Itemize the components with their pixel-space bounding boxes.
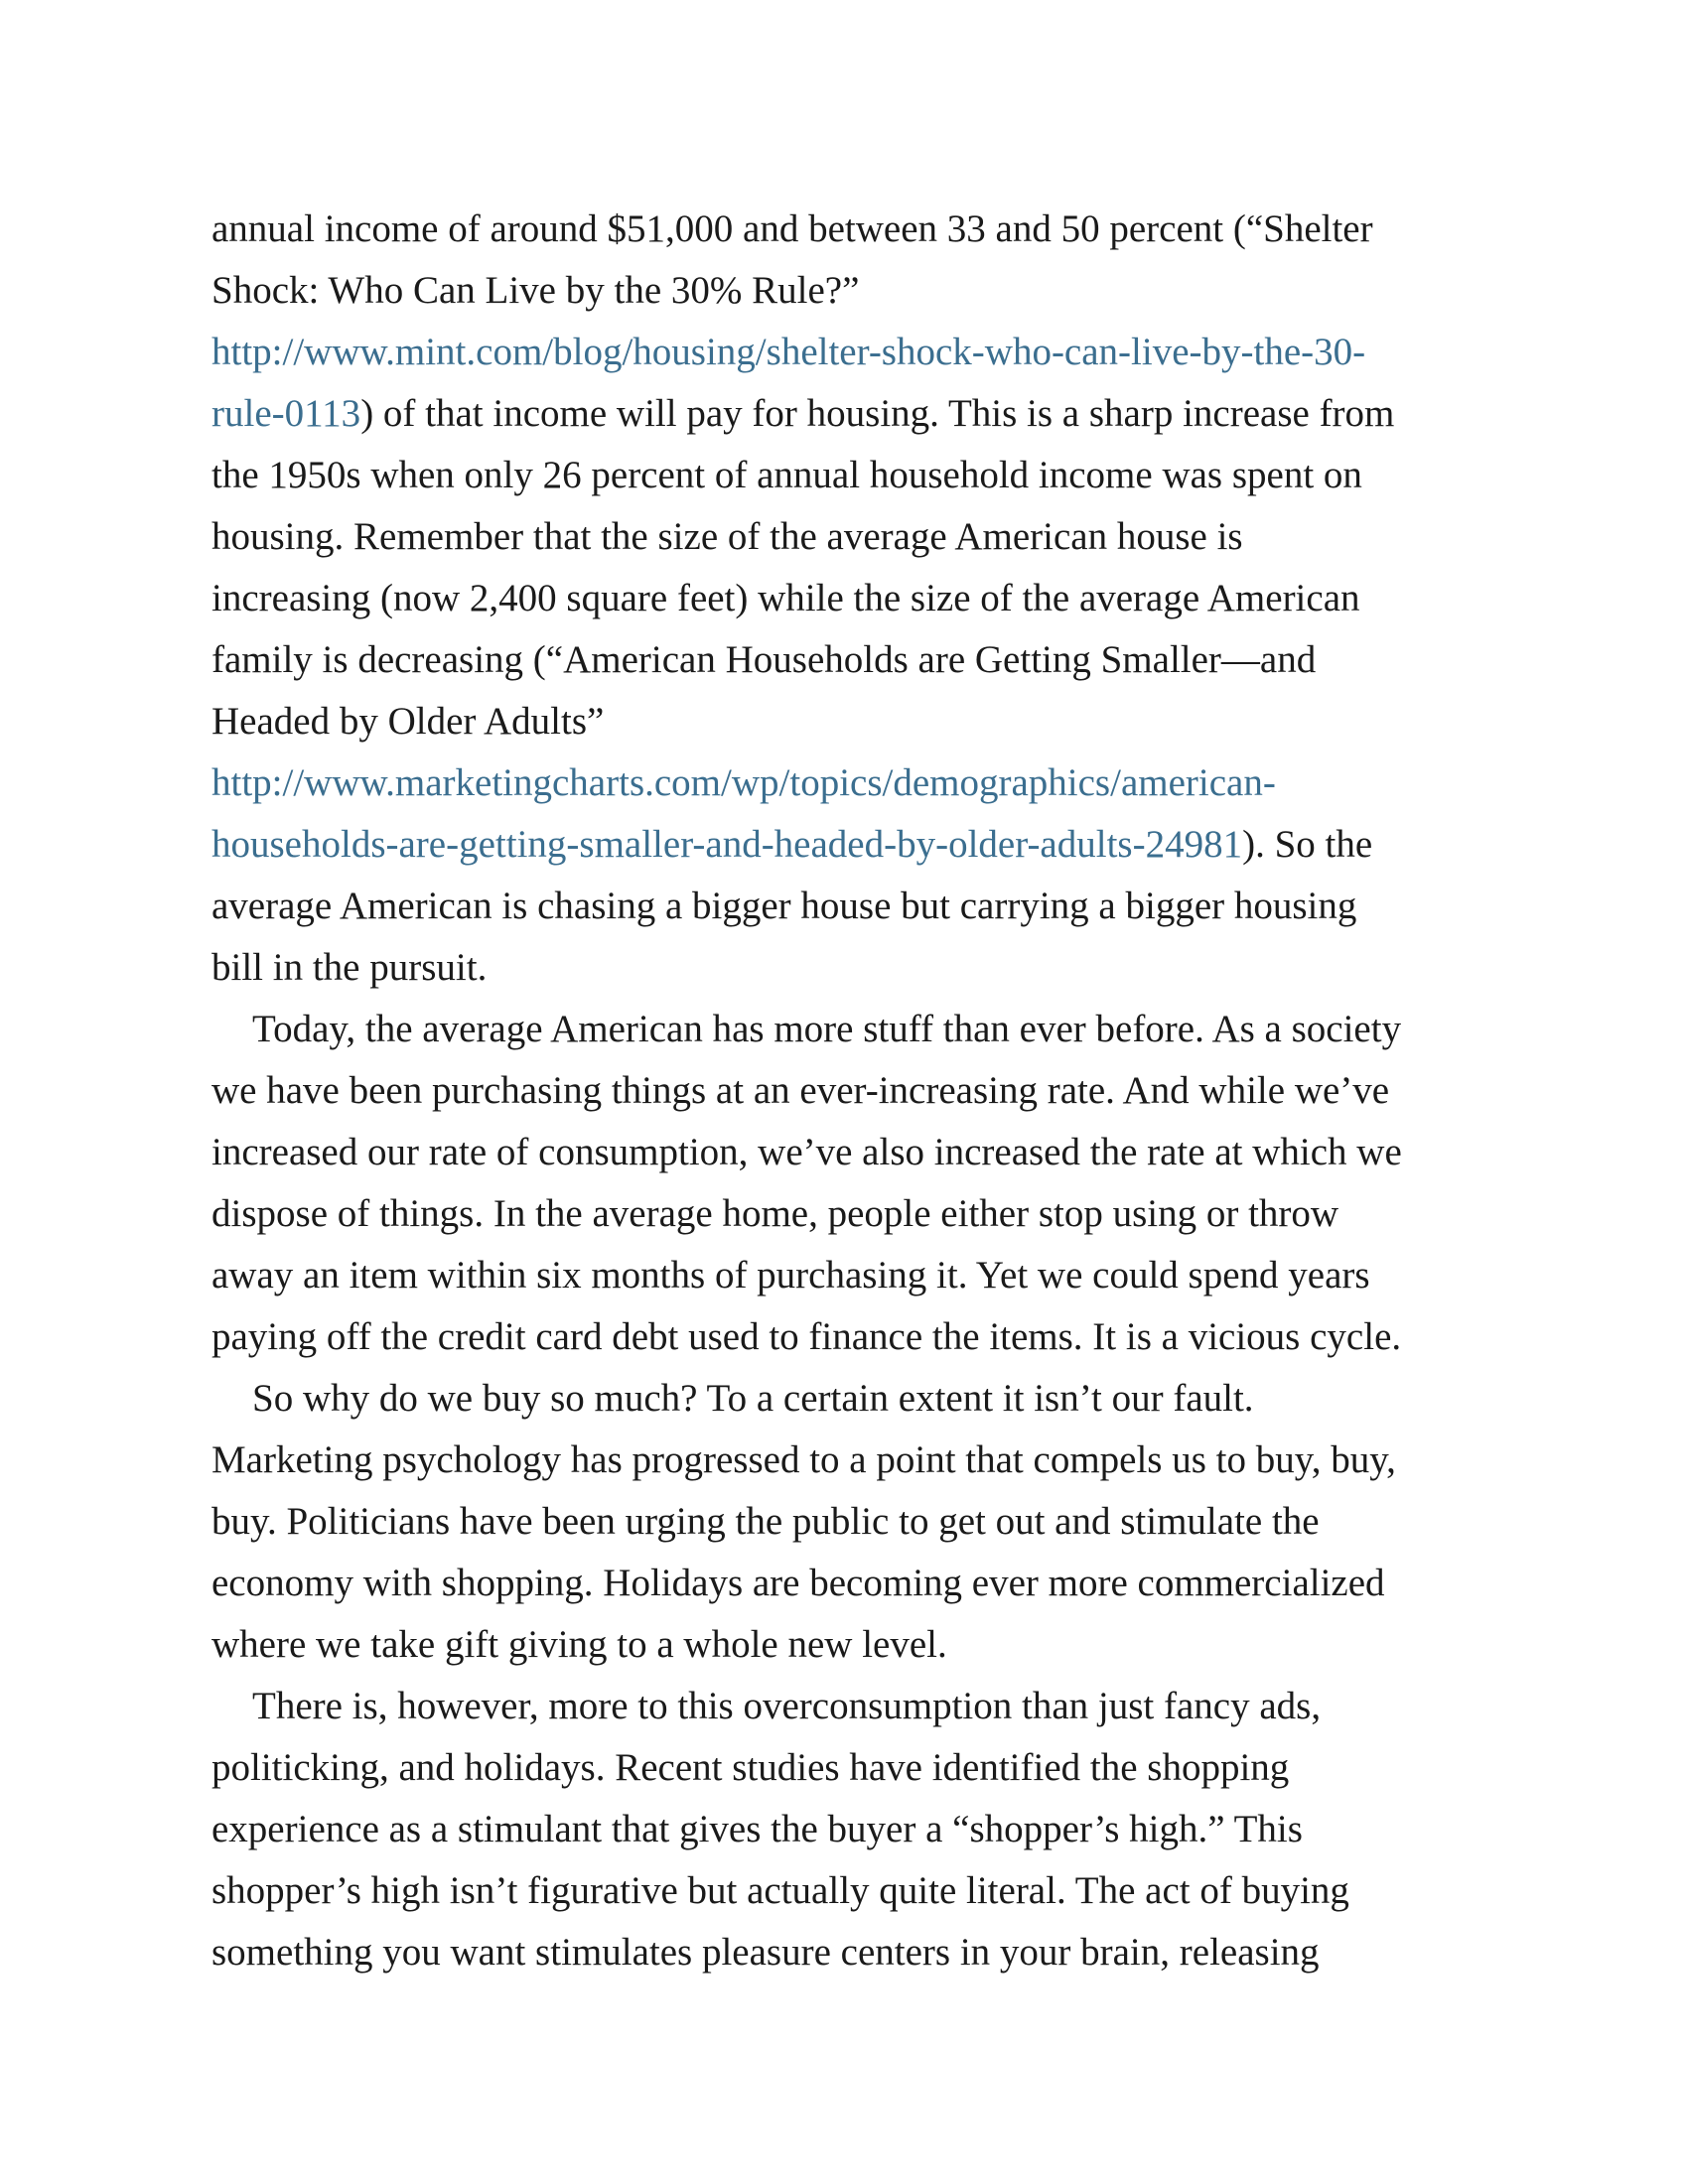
text-line: where we take gift giving to a whole new level. — [211, 1623, 947, 1666]
text-line: economy with shopping. Holidays are becoming ever more commercialized — [211, 1562, 1385, 1604]
text-line: housing. Remember that the size of the average American house is — [211, 515, 1243, 558]
text-line — [211, 752, 1502, 814]
text-line: increased our rate of consumption, we’ve also increased the rate at which we — [211, 1131, 1402, 1173]
text-line: family is decreasing (“American Households are Getting Smaller—and — [211, 638, 1317, 681]
paragraph-why-buy — [211, 1368, 1502, 1676]
text-line: politicking, and holidays. Recent studies have identified the shopping — [211, 1746, 1290, 1789]
paragraph-housing — [211, 199, 1502, 999]
text-after-mint-link: ) of that income will pay for housing. This is a sharp increase from — [360, 392, 1395, 435]
text-line: away an item within six months of purchasing it. Yet we could spend years — [211, 1254, 1370, 1297]
text-line: experience as a stimulant that gives the buyer a “shopper’s high.” This — [211, 1808, 1303, 1850]
text-line: average American is chasing a bigger house but carrying a bigger housing — [211, 885, 1357, 927]
document-page — [211, 199, 1502, 1983]
text-line — [211, 383, 1502, 445]
mint-link-part1[interactable]: http://www.mint.com/blog/housing/shelter-shock-who-can-live-by-the-30- — [211, 331, 1366, 373]
text-line: something you want stimulates pleasure centers in your brain, releasing — [211, 1931, 1320, 1974]
mint-link-part2[interactable]: rule-0113 — [211, 392, 361, 435]
marketingcharts-link-part1[interactable]: http://www.marketingcharts.com/wp/topics/demographics/american- — [211, 761, 1276, 804]
paragraph-consumption — [211, 999, 1502, 1368]
text-line — [211, 322, 1502, 383]
text-line: Shock: Who Can Live by the 30% Rule?” — [211, 269, 860, 312]
marketingcharts-link-part2[interactable]: households-are-getting-smaller-and-headed-by-older-adults-24981 — [211, 823, 1243, 866]
text-line: buy. Politicians have been urging the public to get out and stimulate the — [211, 1500, 1320, 1543]
text-line: Headed by Older Adults” — [211, 700, 605, 743]
text-line: So why do we buy so much? To a certain extent it isn’t our fault. — [252, 1377, 1254, 1420]
text-line: increasing (now 2,400 square feet) while the size of the average American — [211, 577, 1360, 619]
text-line: shopper’s high isn’t figurative but actually quite literal. The act of buying — [211, 1869, 1349, 1912]
text-line: annual income of around $51,000 and between 33 and 50 percent (“Shelter — [211, 207, 1373, 250]
text-line: bill in the pursuit. — [211, 946, 488, 989]
text-line — [211, 814, 1502, 876]
text-line: paying off the credit card debt used to finance the items. It is a vicious cycle. — [211, 1315, 1402, 1358]
text-line: the 1950s when only 26 percent of annual household income was spent on — [211, 454, 1362, 496]
text-line: we have been purchasing things at an ever-increasing rate. And while we’ve — [211, 1069, 1390, 1112]
text-line: Today, the average American has more stuff than ever before. As a society — [252, 1008, 1402, 1050]
text-line: Marketing psychology has progressed to a point that compels us to buy, buy, — [211, 1438, 1396, 1481]
paragraph-shoppers-high — [211, 1676, 1502, 1983]
text-after-marketingcharts-link: ). So the — [1242, 823, 1373, 866]
text-line: dispose of things. In the average home, people either stop using or throw — [211, 1192, 1339, 1235]
text-line: There is, however, more to this overconsumption than just fancy ads, — [252, 1685, 1322, 1727]
